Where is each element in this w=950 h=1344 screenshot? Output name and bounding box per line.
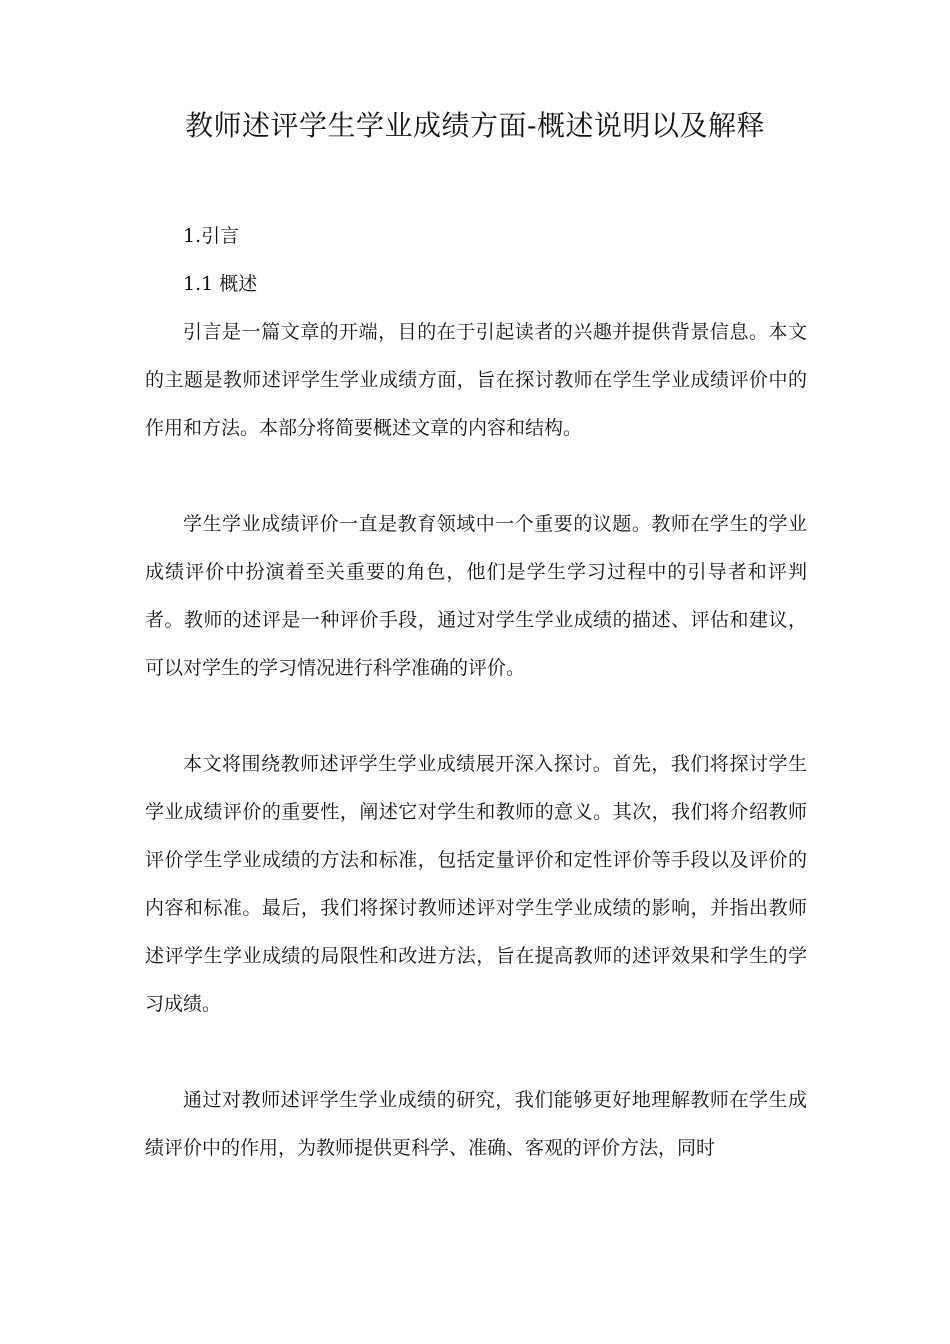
paragraph-2: 学生学业成绩评价一直是教育领域中一个重要的议题。教师在学生的学业成绩评价中扮演着至关重要的角色，他们是学生学习过程中的引导者和评判者。教师的述评是一种评价手段，通过对学生学业成绩的描述、评估和建议，可以对学生的学习情况进行科学准确的评价。 [145,513,807,679]
section-heading-1: 1.引言 [183,225,240,247]
paragraph-4: 通过对教师述评学生学业成绩的研究，我们能够更好地理解教师在学生成绩评价中的作用，为教师提供更科学、准确、客观的评价方法，同时 [145,1089,807,1159]
section-heading-1-1: 1.1 概述 [183,273,258,295]
paragraph-1: 引言是一篇文章的开端，目的在于引起读者的兴趣并提供背景信息。本文的主题是教师述评学生学业成绩方面，旨在探讨教师在学生学业成绩评价中的作用和方法。本部分将简要概述文章的内容和结构。 [145,321,807,439]
paragraph-3: 本文将围绕教师述评学生学业成绩展开深入探讨。首先，我们将探讨学生学业成绩评价的重要性，阐述它对学生和教师的意义。其次，我们将介绍教师评价学生学业成绩的方法和标准，包括定量评价和定性评价等手段以及评价的内容和标准。最后，我们将探讨教师述评对学生学业成绩的影响，并指出教师述评学生学业成绩的局限性和改进方法，旨在提高教师的述评效果和学生的学习成绩。 [145,753,807,1015]
document-body [145,212,807,1172]
document-title: 教师述评学生学业成绩方面-概述说明以及解释 [185,109,765,142]
